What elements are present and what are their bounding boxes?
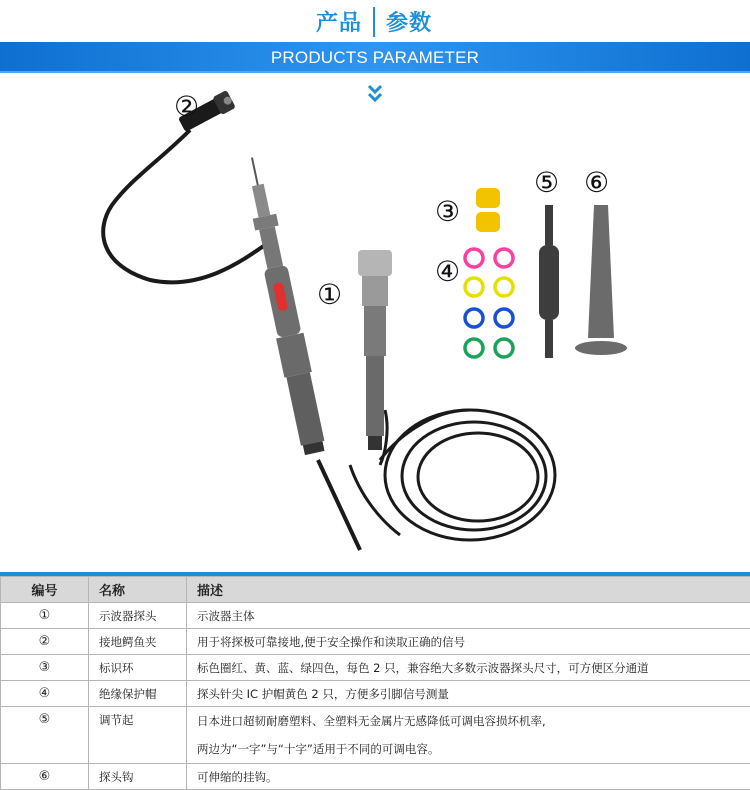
row-description: 可伸缩的挂钩。	[187, 764, 750, 790]
parameter-table	[0, 576, 750, 790]
table-row	[1, 764, 750, 790]
insulation-caps	[476, 188, 500, 232]
table-row	[1, 603, 750, 629]
row-description-line-1: 日本进口超韧耐磨塑料、全塑料无金属片无感降低可调电容损坏机率,	[197, 714, 546, 728]
callout-6: ⑥	[584, 166, 610, 199]
row-description	[187, 707, 750, 764]
callout-5: ⑤	[534, 166, 560, 199]
header-description: 描述	[187, 577, 750, 603]
row-number: ③	[1, 655, 89, 681]
product-photo	[0, 80, 750, 570]
row-name: 示波器探头	[89, 603, 187, 629]
row-name: 绝缘保护帽	[89, 681, 187, 707]
products-parameter-banner	[0, 42, 750, 73]
callout-2: ②	[174, 90, 200, 123]
row-description: 示波器主体	[187, 603, 750, 629]
row-description-line-2: 两边为“一字”与“十字”适用于不同的可调电容。	[197, 742, 440, 756]
callout-1: ①	[317, 278, 343, 311]
row-description: 用于将探极可靠接地,便于安全操作和读取正确的信号	[187, 629, 750, 655]
row-name: 探头钩	[89, 764, 187, 790]
callout-4: ④	[435, 255, 461, 288]
banner-text: PRODUCTS PARAMETER	[270, 48, 480, 67]
row-name: 调节起	[89, 707, 187, 764]
probe-body	[238, 155, 328, 456]
table-row	[1, 655, 750, 681]
header-number: 编号	[1, 577, 89, 603]
title-divider	[373, 7, 375, 37]
table-row	[1, 681, 750, 707]
adjustment-tool	[539, 205, 559, 358]
callout-3: ③	[435, 195, 461, 228]
page-header	[0, 4, 750, 38]
row-number: ②	[1, 629, 89, 655]
header-name: 名称	[89, 577, 187, 603]
title-parameter: 参数	[386, 11, 433, 36]
row-number: ④	[1, 681, 89, 707]
row-description: 标色圈红、黄、蓝、绿四色，每色 2 只，兼容绝大多数示波器探头尺寸，可方便区分通道	[187, 655, 750, 681]
table-header-row	[1, 577, 750, 603]
row-number: ⑤	[1, 707, 89, 764]
probe-hook	[575, 205, 627, 355]
identification-rings	[465, 249, 513, 357]
row-name: 标识环	[89, 655, 187, 681]
table-row	[1, 707, 750, 764]
row-name: 接地鳄鱼夹	[89, 629, 187, 655]
row-number: ①	[1, 603, 89, 629]
row-description: 探头针尖 IC 护帽黄色 2 只，方便多引脚信号测量	[187, 681, 750, 707]
title-product: 产品	[315, 11, 362, 36]
table-row	[1, 629, 750, 655]
row-number: ⑥	[1, 764, 89, 790]
ground-lead	[103, 130, 272, 282]
parameter-table-section	[0, 572, 750, 790]
